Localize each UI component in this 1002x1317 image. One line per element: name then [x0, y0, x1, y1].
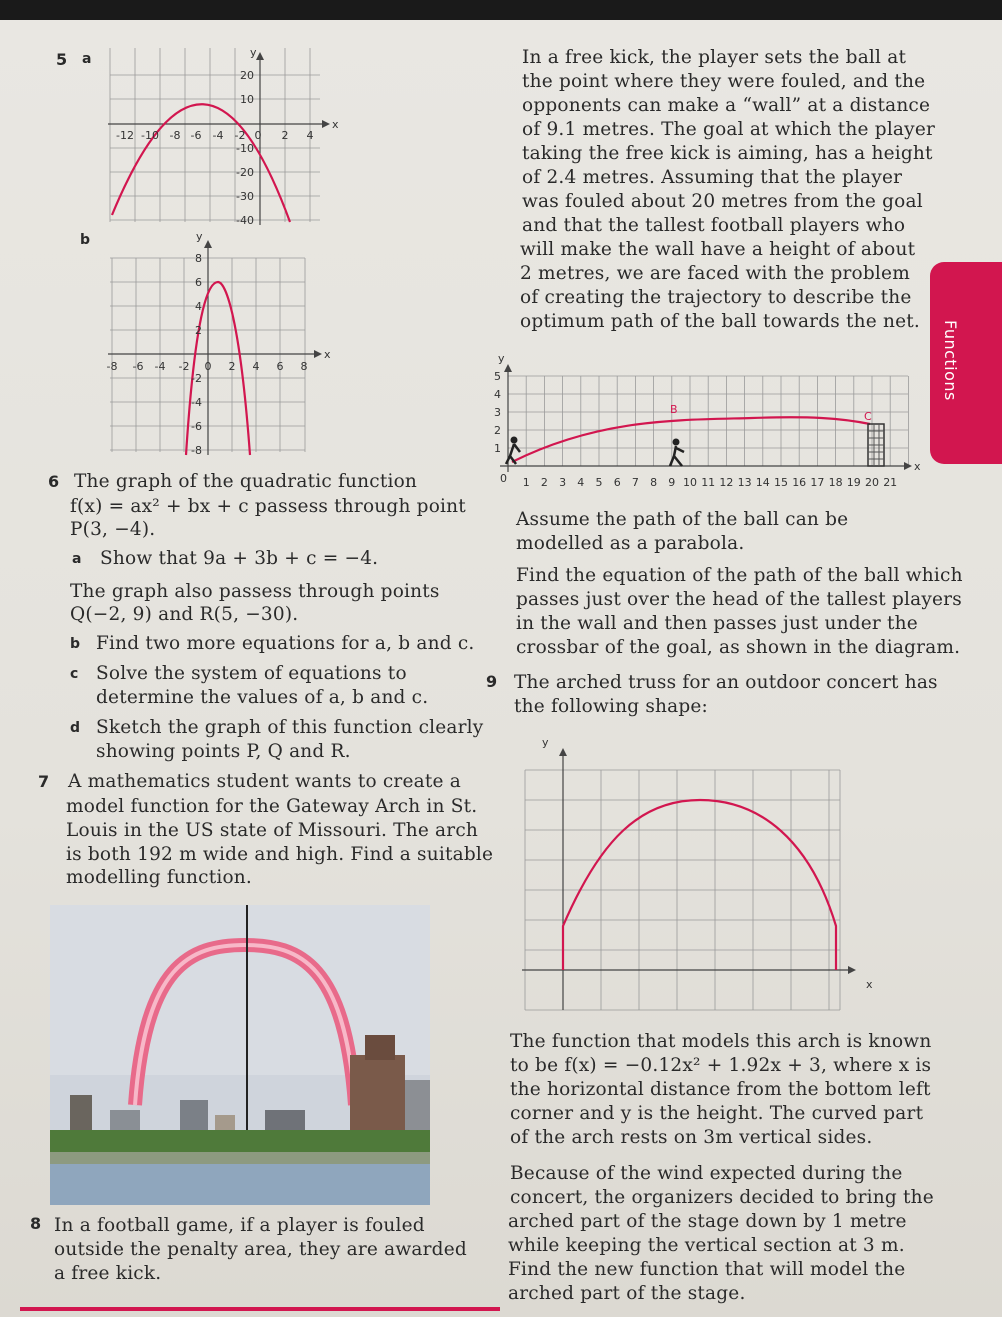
q8-right-line: of 9.1 metres. The goal at which the player: [522, 119, 936, 140]
q5a-x-tick: 0: [254, 129, 262, 142]
q8-left-line: outside the penalty area, they are awarded: [54, 1239, 467, 1260]
q8-find-line: Find the equation of the path of the ball which: [516, 565, 963, 586]
q5b-y-tick: 6: [195, 276, 202, 289]
q9-line: of the arch rests on 3m vertical sides.: [510, 1127, 873, 1148]
q7-line: modelling function.: [66, 867, 252, 888]
q5b-y-tick: 4: [195, 300, 202, 313]
q5a-y-tick: 10: [240, 93, 254, 106]
q9-line: corner and y is the height. The curved part: [510, 1103, 924, 1124]
q5a-y-tick: -20: [236, 166, 254, 179]
q9-intro-line: the following shape:: [514, 696, 708, 717]
q5a-x-tick: 2: [281, 129, 289, 142]
q6-line2: f(x) = ax² + bx + c passess through point: [70, 496, 466, 517]
q8-find-line: crossbar of the goal, as shown in the diagram.: [516, 637, 961, 658]
q8-x-tick: 10: [683, 476, 697, 489]
q8-x-tick: 12: [719, 476, 734, 489]
q8-right-line: In a free kick, the player sets the ball at: [522, 47, 907, 68]
q8-x-tick: 17: [810, 476, 825, 489]
q7-number: 7: [38, 772, 50, 791]
q7-line: model function for the Gateway Arch in St.: [66, 796, 478, 817]
q6-line3: P(3, −4).: [70, 519, 156, 540]
q5b-x-tick: 0: [204, 360, 212, 373]
q5a-x-tick: -6: [190, 129, 202, 142]
q8-y-tick: 5: [494, 370, 501, 383]
q9-line: arched part of the stage.: [508, 1283, 746, 1304]
q5b-x-tick: -8: [106, 360, 118, 373]
q8-x-tick: 16: [792, 476, 807, 489]
q5b-x-tick: 2: [228, 360, 236, 373]
chapter-tab-label: Functions: [941, 320, 960, 401]
q5a-x-tick: -10: [141, 129, 159, 142]
q5b-x-tick: -6: [132, 360, 144, 373]
q9-line: the horizontal distance from the bottom left: [510, 1079, 931, 1100]
q8-x-tick: 3: [559, 476, 567, 489]
q8-point-b: B: [670, 403, 678, 416]
q8-right-line: of creating the trajectory to describe the: [520, 287, 912, 308]
q7-line: is both 192 m wide and high. Find a suitable: [66, 844, 494, 865]
q8-x-tick: 21: [883, 476, 898, 489]
q5b-x-tick: -2: [178, 360, 190, 373]
q8-x-tick: 14: [755, 476, 770, 489]
q5b-x-axis-label: x: [324, 348, 331, 361]
q8-find-line: passes just over the head of the tallest players: [516, 589, 962, 610]
q5a-y-tick: -10: [236, 142, 254, 155]
q6-a-label: a: [72, 551, 82, 567]
q5b-x-tick: 4: [252, 360, 260, 373]
q5a-y-axis-label: y: [250, 46, 257, 59]
q5a-x-tick: -2: [234, 129, 246, 142]
q6-c-text2: determine the values of a, b and c.: [96, 687, 429, 708]
q8-after-line: Assume the path of the ball can be: [516, 509, 849, 530]
q9-line: The function that models this arch is known: [510, 1031, 932, 1052]
q9-intro-line: The arched truss for an outdoor concert has: [514, 672, 938, 693]
q6-d-text1: Sketch the graph of this function clearly: [96, 717, 484, 738]
q5b-y-tick: -6: [191, 420, 202, 433]
q6-line1: The graph of the quadratic function: [74, 471, 418, 492]
q8-number: 8: [30, 1214, 42, 1233]
q9-line: arched part of the stage down by 1 metre: [508, 1211, 907, 1232]
q8-right-line: 2 metres, we are faced with the problem: [520, 263, 910, 284]
q8-x-tick: 8: [650, 476, 658, 489]
q5a-y-tick: 20: [240, 69, 254, 82]
q8-x-tick: 7: [631, 476, 639, 489]
q5b-y-tick: 8: [195, 252, 202, 265]
q8-x-tick: 5: [595, 476, 603, 489]
q8-right-line: of 2.4 metres. Assuming that the player: [522, 167, 903, 188]
q8-y-tick: 4: [494, 388, 501, 401]
q5b-y-tick: -2: [191, 372, 202, 385]
q8-x-tick: 15: [774, 476, 788, 489]
q8-x-tick: 1: [522, 476, 530, 489]
q8-x-axis-label: x: [914, 460, 921, 473]
q9-line: Find the new function that will model the: [508, 1259, 906, 1280]
q5b-y-tick: -8: [191, 444, 202, 457]
q5-number: 5: [56, 50, 68, 69]
q8-x-tick: 19: [846, 476, 861, 489]
q8-left-line: In a football game, if a player is fouled: [54, 1215, 425, 1236]
q5b-y-tick: -4: [191, 396, 202, 409]
q5a-x-axis-label: x: [332, 118, 339, 131]
q8-point-c: C: [864, 410, 872, 423]
q5b-x-tick: 8: [300, 360, 308, 373]
q9-arch-curve: [563, 800, 836, 970]
q9-line: concert, the organizers decided to bring the: [510, 1187, 934, 1208]
q8-left-line: a free kick.: [54, 1263, 162, 1284]
q6-c-label: c: [70, 666, 79, 682]
q9-x-axis-label: x: [866, 978, 873, 991]
q6-b-text: Find two more equations for a, b and c.: [96, 633, 475, 654]
q8-x-tick: 9: [668, 476, 676, 489]
q8-right-line: and that the tallest football players who: [522, 215, 906, 236]
q8-after-line: modelled as a parabola.: [516, 533, 745, 554]
q5-part-b-label: b: [80, 232, 91, 248]
q6-a-text: Show that 9a + 3b + c = −4.: [100, 548, 379, 569]
q5b-x-tick: 6: [276, 360, 284, 373]
q8-right-line: was fouled about 20 metres from the goal: [522, 191, 923, 212]
q5a-y-tick: -40: [236, 214, 254, 227]
q5b-x-tick: -4: [154, 360, 166, 373]
q8-y-axis-label: y: [498, 352, 505, 365]
q8-right-line: opponents can make a “wall” at a distance: [522, 95, 931, 116]
q8-x-tick: 2: [540, 476, 548, 489]
q5b-y-tick: 2: [195, 324, 202, 337]
q5a-y-tick: -30: [236, 190, 254, 203]
q5a-x-tick: -8: [169, 129, 181, 142]
q9-grid: [525, 770, 840, 1010]
q9-line: Because of the wind expected during the: [510, 1163, 903, 1184]
q8-y-tick: 1: [494, 442, 501, 455]
q6-mid1: The graph also passess through points: [70, 581, 440, 602]
q6-d-label: d: [70, 720, 81, 736]
q5a-x-tick: -4: [212, 129, 224, 142]
q8-right-line: optimum path of the ball towards the net.: [520, 311, 920, 332]
q8-x-tick: 4: [577, 476, 585, 489]
q6-c-text1: Solve the system of equations to: [96, 663, 407, 684]
q6-d-text2: showing points P, Q and R.: [96, 741, 351, 762]
chapter-tab-functions[interactable]: [930, 262, 1002, 464]
bottom-accent-line: [20, 1307, 500, 1311]
q8-y-tick: 2: [494, 424, 501, 437]
q8-find-line: in the wall and then passes just under the: [516, 613, 918, 634]
q6-number: 6: [48, 472, 60, 491]
q8-x-tick: 18: [828, 476, 843, 489]
q8-y-tick: 3: [494, 406, 501, 419]
q9-line: to be f(x) = −0.12x² + 1.92x + 3, where x is: [510, 1055, 932, 1076]
q8-x-tick: 20: [865, 476, 879, 489]
q9-number: 9: [486, 672, 498, 691]
q5-part-a-label: a: [82, 51, 92, 67]
q8-x-tick: 6: [613, 476, 621, 489]
q8-x-tick: 13: [737, 476, 752, 489]
q8-origin-label: 0: [500, 472, 507, 485]
q5a-x-tick: 4: [306, 129, 314, 142]
q6-b-label: b: [70, 636, 81, 652]
q6-mid2: Q(−2, 9) and R(5, −30).: [70, 604, 299, 625]
q8-right-line: the point where they were fouled, and the: [522, 71, 926, 92]
q9-line: while keeping the vertical section at 3 m.: [508, 1235, 905, 1256]
q7-line: A mathematics student wants to create a: [68, 771, 461, 792]
q8-right-line: will make the wall have a height of about: [520, 239, 916, 260]
q5b-y-axis-label: y: [196, 230, 203, 243]
q5a-x-tick: -12: [116, 129, 134, 142]
q8-right-line: taking the free kick is aiming, has a height: [522, 143, 933, 164]
q7-line: Louis in the US state of Missouri. The arch: [66, 820, 479, 841]
q8-x-tick: 11: [701, 476, 716, 489]
q9-y-axis-label: y: [542, 736, 549, 749]
